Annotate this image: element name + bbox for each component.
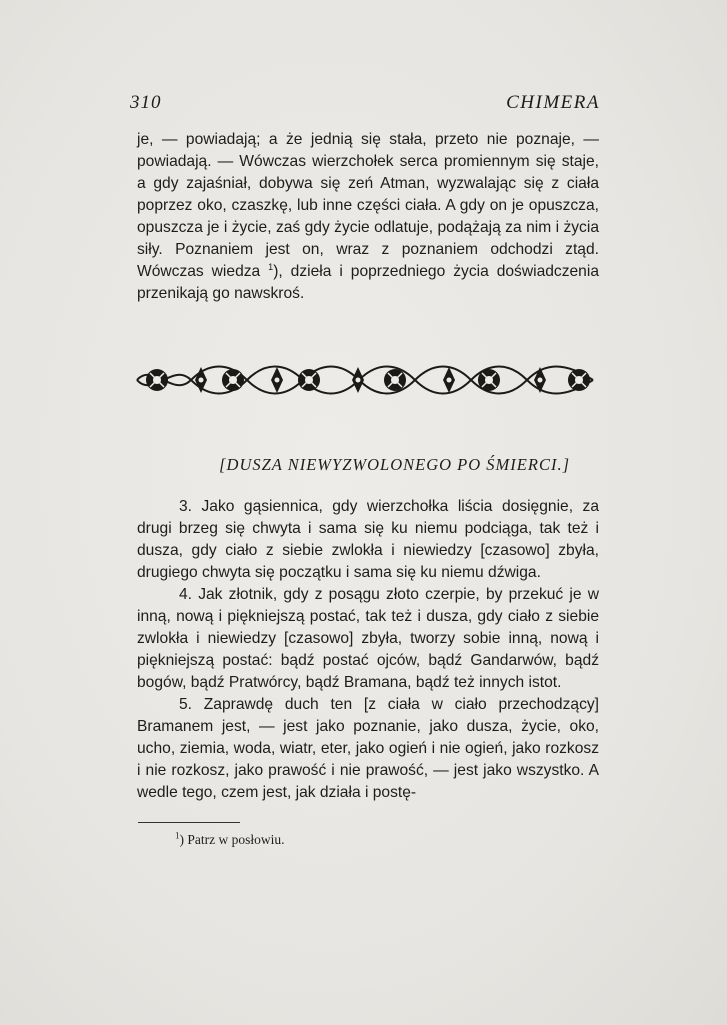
footnote <box>175 832 285 848</box>
intro-paragraph-block <box>137 129 599 305</box>
floral-ornament-band-icon <box>133 358 597 402</box>
footnote-marker: 1 <box>175 830 180 841</box>
numbered-paragraphs-block <box>137 496 599 804</box>
page-header <box>130 92 600 122</box>
footnote-divider <box>138 822 240 823</box>
section-heading: [DUSZA NIEWYZWOLONEGO PO ŚMIERCI.] <box>219 455 570 474</box>
footnote-text: ) Patrz w posłowiu. <box>179 832 285 847</box>
paragraph-5: 5. Zaprawdę duch ten [z ciała w ciało przechodzący] Bramanem jest, — jest jako poznanie, jako dusza, życie, oko, ucho, ziemia, woda, wiatr, eter, jako ogień i nie ogień, jako rozkosz i nie rozkosz, jako prawość i nie prawość, — jest jako wszystko. A wedle tego, czem jest, jak działa i postę- <box>137 696 599 801</box>
intro-paragraph <box>137 129 599 305</box>
page-number: 310 <box>130 92 162 113</box>
paragraph-3: 3. Jako gąsiennica, gdy wierzchołka liścia dosięgnie, za drugi brzeg się chwyta i sama się ku niemu podciąga, tak też i dusza, gdy ciało z siebie zwlokła i niewiedzy [czasowo] zbyła, drugiego chwyta się początku i sama się ku niemu dźwiga. <box>137 498 599 581</box>
paragraph-4: 4. Jak złotnik, gdy z posągu złoto czerpie, by przekuć je w inną, nową i piękniejszą postać, tak też i dusza, gdy ciało z siebie zwlokła i niewiedzy [czasowo] zbyła, tworzy sobie inną, nową i piękniejszą postać: bądź postać ojców, bądź Gandarwów, bądź bogów, bądź Pratwórcy, bądź Bramana, bądź też innych istot. <box>137 586 599 691</box>
footnote-reference: 1 <box>268 261 274 272</box>
intro-paragraph-end: ), dzieła i poprzedniego życia doświadczenia przenikają go nawskroś. <box>137 263 599 302</box>
intro-paragraph-text: je, — powiadają; a że jednią się stała, przeto nie poznaje, — powiadają. — Wówczas wierzchołek serca promiennym się staje, a gdy zajaśniał, dobywa się zeń Atman, wyzwalając się z ciała poprzez oko, czaszkę, lub inne części ciała. A gdy on je opuszcza, opuszcza je i życie, zaś gdy życie odlatuje, podążają za nim i życia siły. Poznaniem jest on, wraz z poznaniem odchodzi ztąd. Wówczas wiedza <box>137 131 599 280</box>
running-title: CHIMERA <box>506 92 600 113</box>
